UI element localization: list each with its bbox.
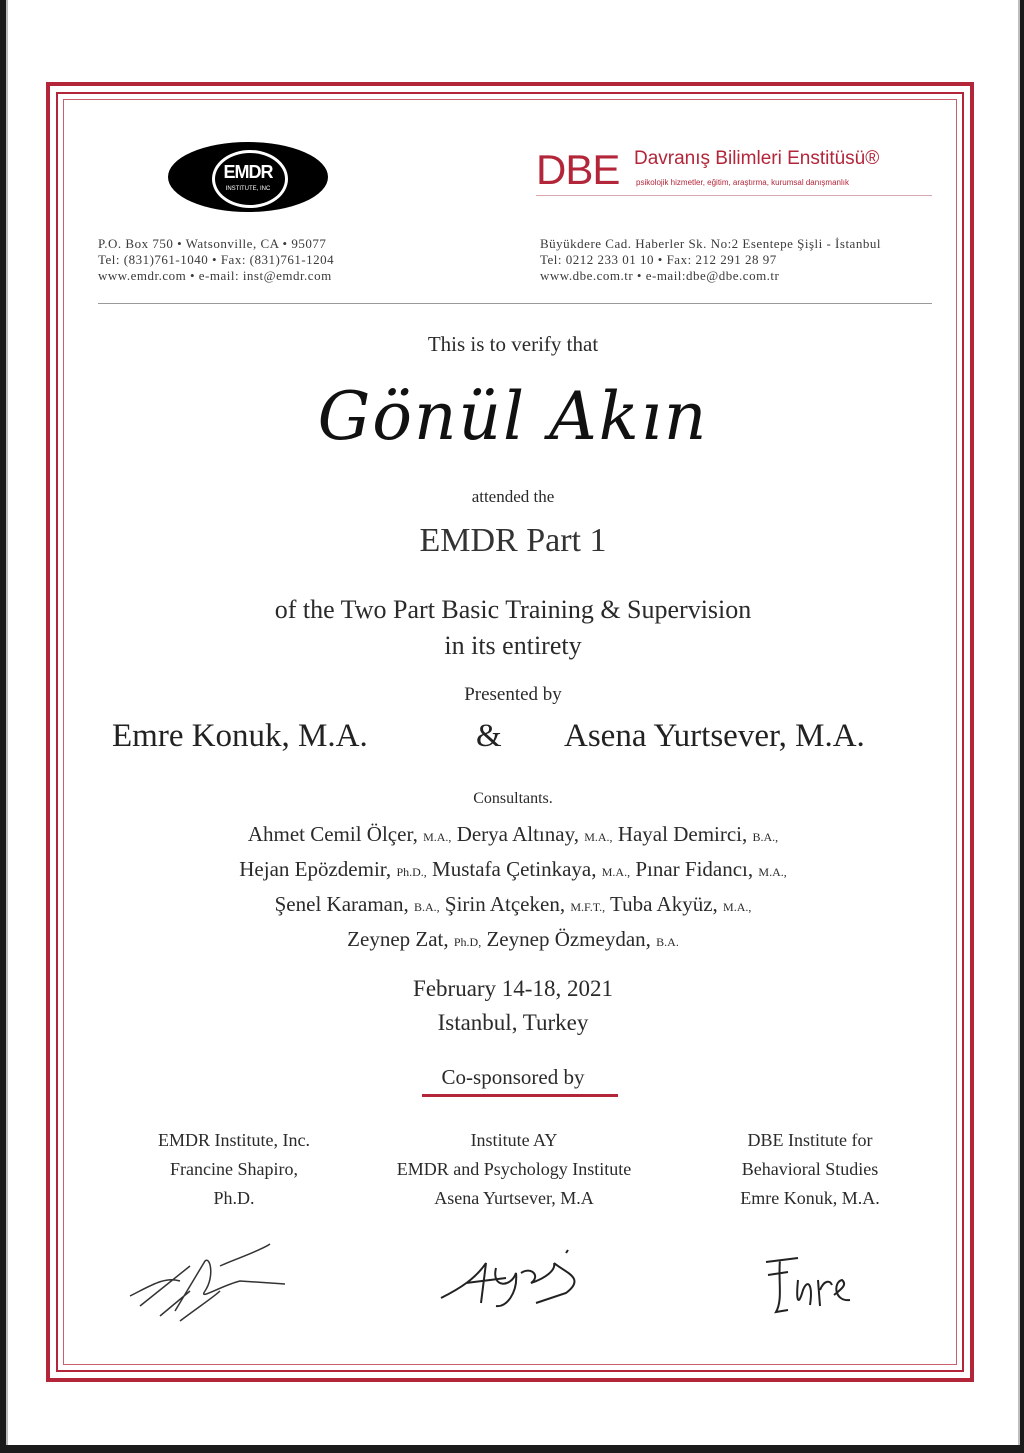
sponsor-dbe: DBE Institute for Behavioral Studies Emre Konuk, M.A. bbox=[740, 1130, 880, 1208]
emdr-address: P.O. Box 750 • Watsonville, CA • 95077 Tel: (831)761-1040 • Fax: (831)761-1204 www.emdr.com • e-mail: inst@emdr.com bbox=[98, 236, 335, 283]
dbe-name: Davranış Bilimleri Enstitüsü® bbox=[634, 148, 880, 169]
signature-shapiro bbox=[120, 1236, 300, 1326]
dbe-logo: DBE bbox=[536, 146, 620, 193]
event-date-location bbox=[8, 972, 1018, 1040]
sponsor-institute-ay: Institute AY EMDR and Psychology Institute Asena Yurtsever, M.A bbox=[396, 1130, 632, 1208]
consultants-list bbox=[108, 818, 918, 958]
consultant-degree: M.A., bbox=[584, 830, 613, 844]
consultant-name: Hayal Demirci, bbox=[617, 822, 748, 846]
course-description: of the Two Part Basic Training & Supervision in its entirety bbox=[274, 595, 752, 660]
consultant-degree: B.A. bbox=[656, 935, 679, 949]
recipient-name: Gönül Akın bbox=[317, 378, 709, 455]
emdr-logo: EMDR INSTITUTE, INC bbox=[168, 142, 328, 212]
header-divider bbox=[98, 303, 932, 304]
consultant-name: Hejan Epözdemir, bbox=[239, 857, 392, 881]
consultant-name: Ahmet Cemil Ölçer, bbox=[247, 822, 418, 846]
consultant-name: Zeynep Özmeydan, bbox=[486, 927, 651, 951]
cosponsored-underline bbox=[422, 1094, 618, 1097]
presented-by-label: Presented by bbox=[464, 684, 562, 705]
consultant-degree: M.A., bbox=[601, 865, 631, 879]
presenter-2: Asena Yurtsever, M.A. bbox=[564, 718, 865, 754]
course-title: EMDR Part 1 bbox=[419, 522, 607, 559]
consultant-name: Pınar Fidancı, bbox=[635, 857, 754, 881]
consultant-name: Şenel Karaman, bbox=[274, 892, 409, 916]
verify-text: This is to verify that bbox=[427, 332, 599, 356]
consultant-name: Şirin Atçeken, bbox=[444, 892, 566, 916]
event-location: Istanbul, Turkey bbox=[437, 1010, 589, 1035]
consultant-degree: M.A., bbox=[723, 900, 752, 914]
consultant-name: Derya Altınay, bbox=[456, 822, 579, 846]
consultant-degree: M.F.T., bbox=[570, 900, 606, 914]
presenter-1: Emre Konuk, M.A. bbox=[112, 718, 368, 754]
sponsor-emdr: EMDR Institute, Inc. Francine Shapiro, Ph.D. bbox=[158, 1130, 310, 1208]
consultant-name: Zeynep Zat, bbox=[347, 927, 449, 951]
consultant-name: Tuba Akyüz, bbox=[610, 892, 718, 916]
ampersand: & bbox=[476, 718, 502, 754]
consultant-degree: M.A., bbox=[758, 865, 787, 879]
consultants-line bbox=[108, 888, 918, 923]
consultants-label: Consultants. bbox=[473, 790, 553, 807]
consultant-degree: B.A., bbox=[752, 830, 779, 844]
consultants-line bbox=[108, 923, 918, 958]
cosponsored-label: Co-sponsored by bbox=[441, 1065, 585, 1089]
consultant-degree: B.A., bbox=[414, 900, 440, 914]
consultant-degree: Ph.D., bbox=[396, 865, 427, 879]
consultants-line bbox=[108, 853, 918, 888]
dbe-tagline: psikolojik hizmetler, eğitim, araştırma, kurumsal danışmanlık bbox=[636, 178, 849, 187]
consultants-line bbox=[108, 818, 918, 853]
certificate-page bbox=[6, 0, 1020, 1445]
signature-yurtsever bbox=[436, 1248, 596, 1318]
consultant-degree: M.A., bbox=[423, 830, 452, 844]
signature-konuk bbox=[758, 1250, 878, 1325]
dbe-address: Büyükdere Cad. Haberler Sk. No:2 Esentepe Şişli - İstanbul Tel: 0212 233 01 10 • Fax: 212 291 28 97 www.dbe.com.tr • e-mail:dbe@dbe.com.tr bbox=[540, 236, 881, 283]
consultant-name: Mustafa Çetinkaya, bbox=[432, 857, 597, 881]
attended-text: attended the bbox=[471, 487, 555, 506]
event-date: February 14-18, 2021 bbox=[413, 976, 613, 1001]
consultant-degree: Ph.D, bbox=[453, 935, 482, 949]
